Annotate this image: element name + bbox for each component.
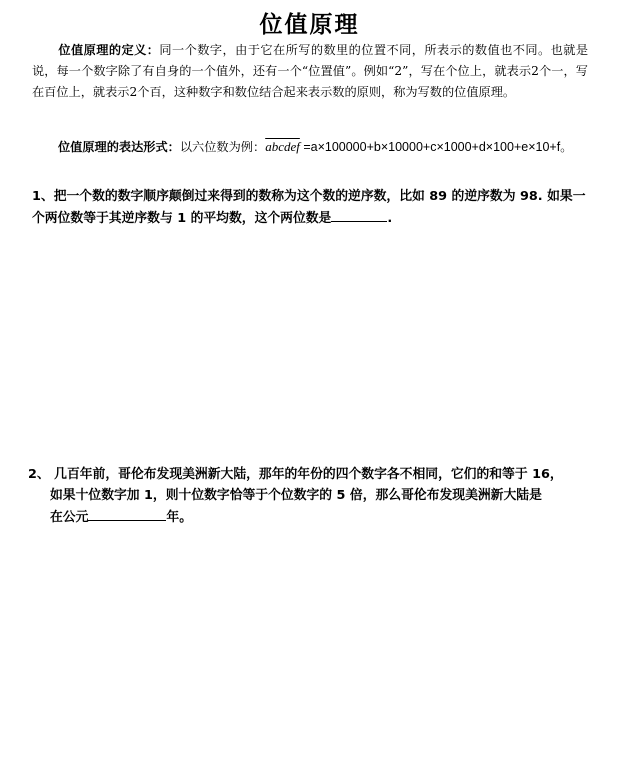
answer-workspace-2[interactable] — [32, 530, 588, 770]
question-text-line-1: 几百年前，哥伦布发现美洲新大陆，那年的年份的四个数字各不相同，它们的和等于 16， — [49, 467, 563, 482]
question-text-line-3: 在公元 年。 — [28, 506, 592, 528]
page-title: 位值原理 — [259, 12, 360, 38]
place-value-formula: =a×100000+b×10000+c×1000+d×100+e×10+f。 — [299, 140, 573, 154]
expression-paragraph — [32, 136, 588, 158]
question-text-line-2: 如果十位数字加 1，则十位数字恰等于个位数字的 5 倍，那么哥伦布发现美洲新大陆是 — [50, 488, 542, 503]
question-1 — [32, 186, 592, 229]
question-number: 1、 — [32, 189, 54, 204]
six-digit-number: abcdef — [265, 139, 300, 154]
definition-label: 位值原理的定义： — [58, 43, 160, 57]
question-2 — [28, 464, 592, 528]
answer-blank[interactable] — [331, 207, 387, 222]
expression-label: 位值原理的表达形式： — [58, 140, 180, 154]
definition-text: 同一个数字，由于它在所写的数里的位置不同，所表示的数值也不同。也就是说，每一个数字除了有自身的一个值外，还有一个“位置值”。例如“2”，写在个位上，就表示2个一，写在百位上，就表示2个百，这种数字和数位结合起来表示数的原则，称为写数的位值原理。 — [32, 43, 589, 99]
expression-intro: 以六位数为例： — [179, 140, 266, 154]
answer-blank[interactable] — [88, 506, 166, 521]
question-text-end: . — [387, 211, 393, 226]
answer-workspace-1[interactable] — [32, 232, 588, 452]
definition-paragraph — [32, 40, 588, 103]
question-number: 2、 — [28, 467, 50, 482]
question-text: 把一个数的数字顺序颠倒过来得到的数称为这个数的逆序数，比如 89 的逆序数为 98. 如果一个两位数等于其逆序数与 1 的平均数，这个两位数是 — [32, 189, 586, 226]
